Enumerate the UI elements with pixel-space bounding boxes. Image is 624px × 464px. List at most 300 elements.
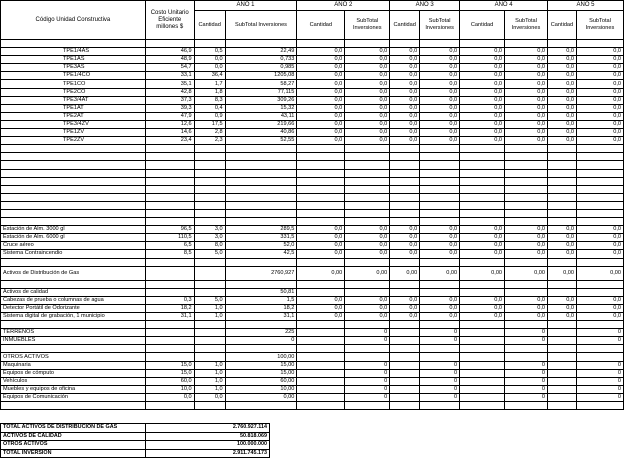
row-label[interactable]: Maquinaria [1, 361, 146, 369]
quantity-cell[interactable]: 0,0 [547, 129, 576, 137]
subtotal-cell[interactable]: 0,0 [505, 80, 548, 88]
quantity-cell[interactable]: 0,0 [547, 242, 576, 250]
empty-cell[interactable] [1, 345, 146, 353]
subtotal-cell[interactable]: 0 [576, 393, 623, 401]
row-label[interactable]: TPE3AS [1, 64, 146, 72]
subtotal-cell[interactable]: 22,49 [225, 48, 297, 56]
quantity-cell[interactable] [390, 329, 420, 337]
subtotal-cell[interactable]: 0 [505, 393, 548, 401]
quantity-cell[interactable]: 0,0 [297, 104, 345, 112]
subtotal-cell[interactable]: 18,2 [225, 304, 297, 312]
empty-cell[interactable] [420, 185, 460, 193]
row-label[interactable]: Estación de Alm. 6000 gl [1, 234, 146, 242]
subtotal-cell[interactable]: 0 [345, 361, 390, 369]
quantity-cell[interactable]: 0,0 [390, 48, 420, 56]
subtotal-cell[interactable]: 60,00 [225, 377, 297, 385]
empty-cell[interactable] [1, 169, 146, 177]
quantity-cell[interactable] [297, 288, 345, 296]
row-label[interactable]: Equipos de cómputo [1, 369, 146, 377]
summary-label[interactable]: TOTAL INVERSIÓN [1, 449, 146, 458]
empty-cell[interactable] [576, 209, 623, 217]
quantity-cell[interactable] [390, 393, 420, 401]
subtotal-cell[interactable] [345, 353, 390, 361]
empty-cell[interactable] [505, 169, 548, 177]
subtotal-cell[interactable]: 0,0 [420, 104, 460, 112]
quantity-cell[interactable]: 0,00 [297, 266, 345, 280]
quantity-cell[interactable]: 0,0 [297, 137, 345, 145]
quantity-cell[interactable]: 0,0 [297, 48, 345, 56]
empty-cell[interactable] [194, 40, 225, 48]
quantity-cell[interactable]: 0,00 [547, 266, 576, 280]
empty-cell[interactable] [345, 193, 390, 201]
empty-cell[interactable] [297, 258, 345, 266]
empty-cell[interactable] [576, 201, 623, 209]
quantity-cell[interactable]: 5,0 [194, 296, 225, 304]
row-label[interactable]: TPE2AT [1, 112, 146, 120]
subtotal-cell[interactable]: 58,27 [225, 80, 297, 88]
subtotal-cell[interactable]: 0,0 [345, 120, 390, 128]
subtotal-cell[interactable]: 0,0 [420, 112, 460, 120]
quantity-cell[interactable]: 0,0 [194, 64, 225, 72]
empty-cell[interactable] [460, 161, 505, 169]
subtotal-cell[interactable]: 0,0 [505, 96, 548, 104]
subtotal-cell[interactable]: 0,00 [505, 266, 548, 280]
empty-cell[interactable] [420, 193, 460, 201]
empty-cell[interactable] [505, 153, 548, 161]
quantity-cell[interactable]: 0,0 [390, 120, 420, 128]
row-label[interactable]: TERRENOS [1, 329, 146, 337]
subtotal-cell[interactable]: 0,0 [576, 104, 623, 112]
empty-cell[interactable] [145, 177, 194, 185]
subtotal-cell[interactable]: 50,81 [225, 288, 297, 296]
row-label[interactable]: TPE1AT [1, 104, 146, 112]
quantity-cell[interactable]: 0,0 [547, 313, 576, 321]
quantity-cell[interactable] [460, 329, 505, 337]
quantity-cell[interactable]: 0,0 [297, 72, 345, 80]
quantity-cell[interactable]: 0,0 [390, 80, 420, 88]
empty-cell[interactable] [505, 145, 548, 153]
empty-cell[interactable] [297, 169, 345, 177]
subtotal-cell[interactable]: 0,0 [420, 56, 460, 64]
empty-cell[interactable] [225, 153, 297, 161]
subtotal-cell[interactable]: 0,0 [505, 48, 548, 56]
empty-cell[interactable] [390, 280, 420, 288]
empty-cell[interactable] [345, 209, 390, 217]
quantity-cell[interactable] [390, 337, 420, 345]
unit-cost-cell[interactable] [145, 329, 194, 337]
subtotal-cell[interactable]: 0,0 [505, 250, 548, 258]
subtotal-cell[interactable]: 0,0 [576, 80, 623, 88]
quantity-cell[interactable] [547, 377, 576, 385]
unit-cost-cell[interactable]: 46,9 [145, 48, 194, 56]
empty-cell[interactable] [145, 201, 194, 209]
quantity-cell[interactable] [390, 369, 420, 377]
quantity-cell[interactable] [547, 385, 576, 393]
subtotal-cell[interactable]: 0,0 [505, 64, 548, 72]
subtotal-cell[interactable]: 10,00 [225, 385, 297, 393]
quantity-cell[interactable] [547, 393, 576, 401]
quantity-cell[interactable] [547, 361, 576, 369]
empty-cell[interactable] [576, 185, 623, 193]
empty-cell[interactable] [460, 153, 505, 161]
quantity-cell[interactable]: 0,0 [390, 304, 420, 312]
quantity-cell[interactable]: 0,0 [390, 234, 420, 242]
quantity-cell[interactable]: 17,5 [194, 120, 225, 128]
subtotal-cell[interactable]: 0,0 [576, 96, 623, 104]
subtotal-cell[interactable] [576, 288, 623, 296]
empty-cell[interactable] [390, 209, 420, 217]
row-label[interactable]: TPE2CO [1, 88, 146, 96]
empty-cell[interactable] [194, 185, 225, 193]
subtotal-cell[interactable]: 1205,08 [225, 72, 297, 80]
quantity-cell[interactable]: 0,0 [460, 129, 505, 137]
empty-cell[interactable] [225, 177, 297, 185]
empty-cell[interactable] [547, 177, 576, 185]
empty-cell[interactable] [145, 321, 194, 329]
subtotal-cell[interactable]: 0,0 [576, 234, 623, 242]
quantity-cell[interactable]: 0,0 [390, 313, 420, 321]
empty-cell[interactable] [345, 201, 390, 209]
empty-cell[interactable] [297, 161, 345, 169]
subtotal-cell[interactable]: 0,0 [576, 112, 623, 120]
subtotal-cell[interactable]: 0,0 [420, 64, 460, 72]
subtotal-cell[interactable]: 0,0 [345, 226, 390, 234]
summary-value[interactable]: 50.818.069 [146, 432, 270, 441]
subtotal-cell[interactable]: 0 [576, 337, 623, 345]
empty-cell[interactable] [225, 345, 297, 353]
subtotal-cell[interactable] [420, 353, 460, 361]
quantity-cell[interactable]: 2,8 [194, 129, 225, 137]
quantity-cell[interactable] [460, 393, 505, 401]
subtotal-cell[interactable]: 0,0 [345, 96, 390, 104]
empty-cell[interactable] [547, 161, 576, 169]
row-label[interactable]: TPE3/4ZV [1, 120, 146, 128]
subtotal-cell[interactable]: 0,0 [576, 304, 623, 312]
quantity-cell[interactable]: 0,0 [547, 64, 576, 72]
empty-cell[interactable] [460, 321, 505, 329]
empty-cell[interactable] [505, 193, 548, 201]
quantity-cell[interactable]: 0,0 [297, 64, 345, 72]
empty-cell[interactable] [576, 153, 623, 161]
quantity-cell[interactable]: 0,0 [390, 88, 420, 96]
subtotal-cell[interactable]: 0,0 [505, 72, 548, 80]
empty-cell[interactable] [460, 193, 505, 201]
quantity-cell[interactable]: 0,0 [460, 234, 505, 242]
unit-cost-cell[interactable]: 54,7 [145, 64, 194, 72]
empty-cell[interactable] [390, 218, 420, 226]
empty-cell[interactable] [1, 209, 146, 217]
quantity-cell[interactable]: 0,0 [460, 120, 505, 128]
quantity-cell[interactable]: 0,0 [547, 120, 576, 128]
subtotal-cell[interactable]: 0,0 [576, 137, 623, 145]
subtotal-cell[interactable]: 0 [225, 337, 297, 345]
empty-cell[interactable] [576, 40, 623, 48]
empty-cell[interactable] [225, 161, 297, 169]
row-label[interactable]: TPE2ZV [1, 137, 146, 145]
quantity-cell[interactable] [390, 361, 420, 369]
unit-cost-cell[interactable]: 18,2 [145, 304, 194, 312]
empty-cell[interactable] [225, 280, 297, 288]
empty-cell[interactable] [460, 185, 505, 193]
subtotal-cell[interactable]: 0,0 [505, 234, 548, 242]
empty-cell[interactable] [547, 185, 576, 193]
empty-cell[interactable] [145, 185, 194, 193]
row-label[interactable]: INMUEBLES [1, 337, 146, 345]
subtotal-cell[interactable]: 0,0 [420, 242, 460, 250]
empty-cell[interactable] [390, 161, 420, 169]
empty-cell[interactable] [145, 209, 194, 217]
subtotal-cell[interactable]: 0,0 [505, 104, 548, 112]
subtotal-cell[interactable]: 0,0 [420, 120, 460, 128]
subtotal-cell[interactable]: 0,0 [420, 96, 460, 104]
quantity-cell[interactable]: 0,00 [390, 266, 420, 280]
quantity-cell[interactable]: 0,0 [460, 242, 505, 250]
empty-cell[interactable] [297, 345, 345, 353]
quantity-cell[interactable]: 0,0 [460, 96, 505, 104]
empty-cell[interactable] [194, 209, 225, 217]
subtotal-cell[interactable]: 0,0 [505, 56, 548, 64]
subtotal-cell[interactable]: 0,0 [420, 80, 460, 88]
subtotal-cell[interactable] [345, 288, 390, 296]
empty-cell[interactable] [420, 280, 460, 288]
unit-cost-cell[interactable]: 60,0 [145, 377, 194, 385]
empty-cell[interactable] [460, 280, 505, 288]
subtotal-cell[interactable]: 0,00 [225, 393, 297, 401]
empty-cell[interactable] [547, 280, 576, 288]
quantity-cell[interactable] [390, 385, 420, 393]
subtotal-cell[interactable]: 0 [345, 369, 390, 377]
subtotal-cell[interactable]: 2760,927 [225, 266, 297, 280]
empty-cell[interactable] [345, 153, 390, 161]
quantity-cell[interactable]: 0,4 [194, 104, 225, 112]
quantity-cell[interactable]: 0,0 [547, 296, 576, 304]
empty-cell[interactable] [1, 193, 146, 201]
subtotal-cell[interactable]: 0 [420, 337, 460, 345]
subtotal-cell[interactable]: 331,5 [225, 234, 297, 242]
quantity-cell[interactable]: 0,0 [297, 242, 345, 250]
quantity-cell[interactable]: 0,0 [460, 226, 505, 234]
quantity-cell[interactable] [194, 329, 225, 337]
subtotal-cell[interactable] [576, 353, 623, 361]
subtotal-cell[interactable]: 0,0 [505, 88, 548, 96]
subtotal-cell[interactable]: 0,0 [345, 313, 390, 321]
row-label[interactable]: Estación de Alm. 3000 gl [1, 226, 146, 234]
subtotal-cell[interactable]: 0 [420, 393, 460, 401]
row-label[interactable]: Activos de calidad [1, 288, 146, 296]
empty-cell[interactable] [145, 280, 194, 288]
subtotal-cell[interactable]: 0,0 [345, 296, 390, 304]
subtotal-cell[interactable] [420, 288, 460, 296]
quantity-cell[interactable]: 0,0 [547, 48, 576, 56]
subtotal-cell[interactable]: 100,00 [225, 353, 297, 361]
empty-cell[interactable] [576, 161, 623, 169]
empty-cell[interactable] [225, 402, 297, 410]
empty-cell[interactable] [390, 321, 420, 329]
subtotal-cell[interactable]: 0 [420, 329, 460, 337]
row-label[interactable]: TPE3/4AT [1, 96, 146, 104]
quantity-cell[interactable]: 0,0 [547, 112, 576, 120]
quantity-cell[interactable]: 0,0 [547, 234, 576, 242]
subtotal-cell[interactable]: 42,5 [225, 250, 297, 258]
empty-cell[interactable] [345, 40, 390, 48]
empty-cell[interactable] [460, 201, 505, 209]
empty-cell[interactable] [547, 201, 576, 209]
quantity-cell[interactable]: 0,0 [547, 72, 576, 80]
quantity-cell[interactable]: 1,0 [194, 361, 225, 369]
quantity-cell[interactable]: 2,3 [194, 137, 225, 145]
quantity-cell[interactable]: 0,0 [390, 112, 420, 120]
subtotal-cell[interactable]: 0,0 [505, 242, 548, 250]
quantity-cell[interactable]: 0,0 [460, 112, 505, 120]
quantity-cell[interactable]: 0,0 [297, 129, 345, 137]
subtotal-cell[interactable]: 0,0 [576, 72, 623, 80]
subtotal-cell[interactable]: 0 [576, 369, 623, 377]
empty-cell[interactable] [390, 402, 420, 410]
subtotal-cell[interactable]: 0,0 [420, 296, 460, 304]
quantity-cell[interactable]: 0,0 [297, 313, 345, 321]
row-label[interactable]: TPE1/4AS [1, 48, 146, 56]
quantity-cell[interactable]: 0,0 [460, 64, 505, 72]
quantity-cell[interactable]: 0,0 [547, 304, 576, 312]
unit-cost-cell[interactable]: 14,6 [145, 129, 194, 137]
subtotal-cell[interactable]: 0,0 [505, 296, 548, 304]
empty-cell[interactable] [1, 153, 146, 161]
subtotal-cell[interactable]: 0,0 [576, 226, 623, 234]
quantity-cell[interactable] [297, 329, 345, 337]
subtotal-cell[interactable]: 0,0 [420, 72, 460, 80]
quantity-cell[interactable]: 0,0 [547, 226, 576, 234]
empty-cell[interactable] [1, 402, 146, 410]
subtotal-cell[interactable]: 31,1 [225, 313, 297, 321]
quantity-cell[interactable] [194, 337, 225, 345]
empty-cell[interactable] [1, 218, 146, 226]
quantity-cell[interactable]: 0,0 [460, 137, 505, 145]
subtotal-cell[interactable]: 0 [505, 361, 548, 369]
empty-cell[interactable] [1, 145, 146, 153]
empty-cell[interactable] [505, 321, 548, 329]
subtotal-cell[interactable]: 0,0 [420, 88, 460, 96]
subtotal-cell[interactable]: 0,0 [420, 313, 460, 321]
empty-cell[interactable] [345, 402, 390, 410]
quantity-cell[interactable] [297, 385, 345, 393]
empty-cell[interactable] [505, 185, 548, 193]
empty-cell[interactable] [225, 258, 297, 266]
empty-cell[interactable] [576, 169, 623, 177]
quantity-cell[interactable]: 0,0 [297, 112, 345, 120]
empty-cell[interactable] [576, 258, 623, 266]
empty-cell[interactable] [1, 185, 146, 193]
quantity-cell[interactable]: 36,4 [194, 72, 225, 80]
empty-cell[interactable] [420, 161, 460, 169]
quantity-cell[interactable]: 1,7 [194, 80, 225, 88]
empty-cell[interactable] [297, 280, 345, 288]
empty-cell[interactable] [420, 258, 460, 266]
row-label[interactable]: Detector Portátil de Odorizante [1, 304, 146, 312]
empty-cell[interactable] [547, 209, 576, 217]
subtotal-cell[interactable]: 0 [420, 369, 460, 377]
empty-cell[interactable] [194, 153, 225, 161]
unit-cost-cell[interactable]: 35,1 [145, 80, 194, 88]
quantity-cell[interactable]: 0,0 [460, 88, 505, 96]
quantity-cell[interactable]: 0,0 [547, 250, 576, 258]
unit-cost-cell[interactable]: 37,3 [145, 96, 194, 104]
empty-cell[interactable] [547, 402, 576, 410]
quantity-cell[interactable] [297, 361, 345, 369]
empty-cell[interactable] [1, 258, 146, 266]
quantity-cell[interactable]: 0,9 [194, 112, 225, 120]
empty-cell[interactable] [390, 40, 420, 48]
empty-cell[interactable] [297, 177, 345, 185]
row-label[interactable]: Cruce aéreo [1, 242, 146, 250]
subtotal-cell[interactable]: 0,0 [576, 296, 623, 304]
subtotal-cell[interactable]: 0,0 [345, 80, 390, 88]
subtotal-cell[interactable]: 0 [420, 361, 460, 369]
subtotal-cell[interactable]: 0,0 [576, 48, 623, 56]
unit-cost-cell[interactable]: 48,9 [145, 56, 194, 64]
empty-cell[interactable] [547, 218, 576, 226]
empty-cell[interactable] [345, 185, 390, 193]
empty-cell[interactable] [345, 258, 390, 266]
subtotal-cell[interactable]: 0,0 [345, 250, 390, 258]
row-label[interactable]: Sistema Contraincendio [1, 250, 146, 258]
subtotal-cell[interactable] [505, 288, 548, 296]
unit-cost-cell[interactable]: 33,1 [145, 72, 194, 80]
quantity-cell[interactable] [460, 353, 505, 361]
empty-cell[interactable] [547, 169, 576, 177]
empty-cell[interactable] [345, 218, 390, 226]
quantity-cell[interactable]: 0,0 [547, 104, 576, 112]
empty-cell[interactable] [345, 321, 390, 329]
subtotal-cell[interactable]: 0,0 [420, 48, 460, 56]
subtotal-cell[interactable]: 0 [576, 385, 623, 393]
row-label[interactable]: TPE1CO [1, 80, 146, 88]
quantity-cell[interactable]: 3,0 [194, 234, 225, 242]
unit-cost-cell[interactable]: 96,5 [145, 226, 194, 234]
empty-cell[interactable] [194, 402, 225, 410]
empty-cell[interactable] [420, 345, 460, 353]
empty-cell[interactable] [225, 201, 297, 209]
subtotal-cell[interactable]: 0 [576, 361, 623, 369]
row-label[interactable]: Sistema digital de grabación, 1 municipio [1, 313, 146, 321]
quantity-cell[interactable] [297, 337, 345, 345]
subtotal-cell[interactable]: 0 [345, 377, 390, 385]
empty-cell[interactable] [194, 345, 225, 353]
subtotal-cell[interactable]: 0 [505, 377, 548, 385]
empty-cell[interactable] [420, 321, 460, 329]
unit-cost-cell[interactable]: 15,0 [145, 369, 194, 377]
empty-cell[interactable] [297, 40, 345, 48]
quantity-cell[interactable]: 0,0 [297, 234, 345, 242]
subtotal-cell[interactable]: 0,0 [345, 48, 390, 56]
quantity-cell[interactable]: 0,0 [460, 72, 505, 80]
empty-cell[interactable] [460, 218, 505, 226]
quantity-cell[interactable] [194, 353, 225, 361]
quantity-cell[interactable]: 0,0 [390, 56, 420, 64]
quantity-cell[interactable]: 3,0 [194, 226, 225, 234]
quantity-cell[interactable] [547, 337, 576, 345]
empty-cell[interactable] [460, 177, 505, 185]
row-label[interactable]: Vehículos [1, 377, 146, 385]
subtotal-cell[interactable]: 43,11 [225, 112, 297, 120]
empty-cell[interactable] [390, 185, 420, 193]
row-label[interactable]: Activos de Distribución de Gas [1, 266, 146, 280]
empty-cell[interactable] [505, 177, 548, 185]
quantity-cell[interactable] [297, 393, 345, 401]
empty-cell[interactable] [225, 193, 297, 201]
quantity-cell[interactable]: 1,0 [194, 377, 225, 385]
subtotal-cell[interactable]: 0,0 [505, 226, 548, 234]
subtotal-cell[interactable]: 0,0 [345, 104, 390, 112]
